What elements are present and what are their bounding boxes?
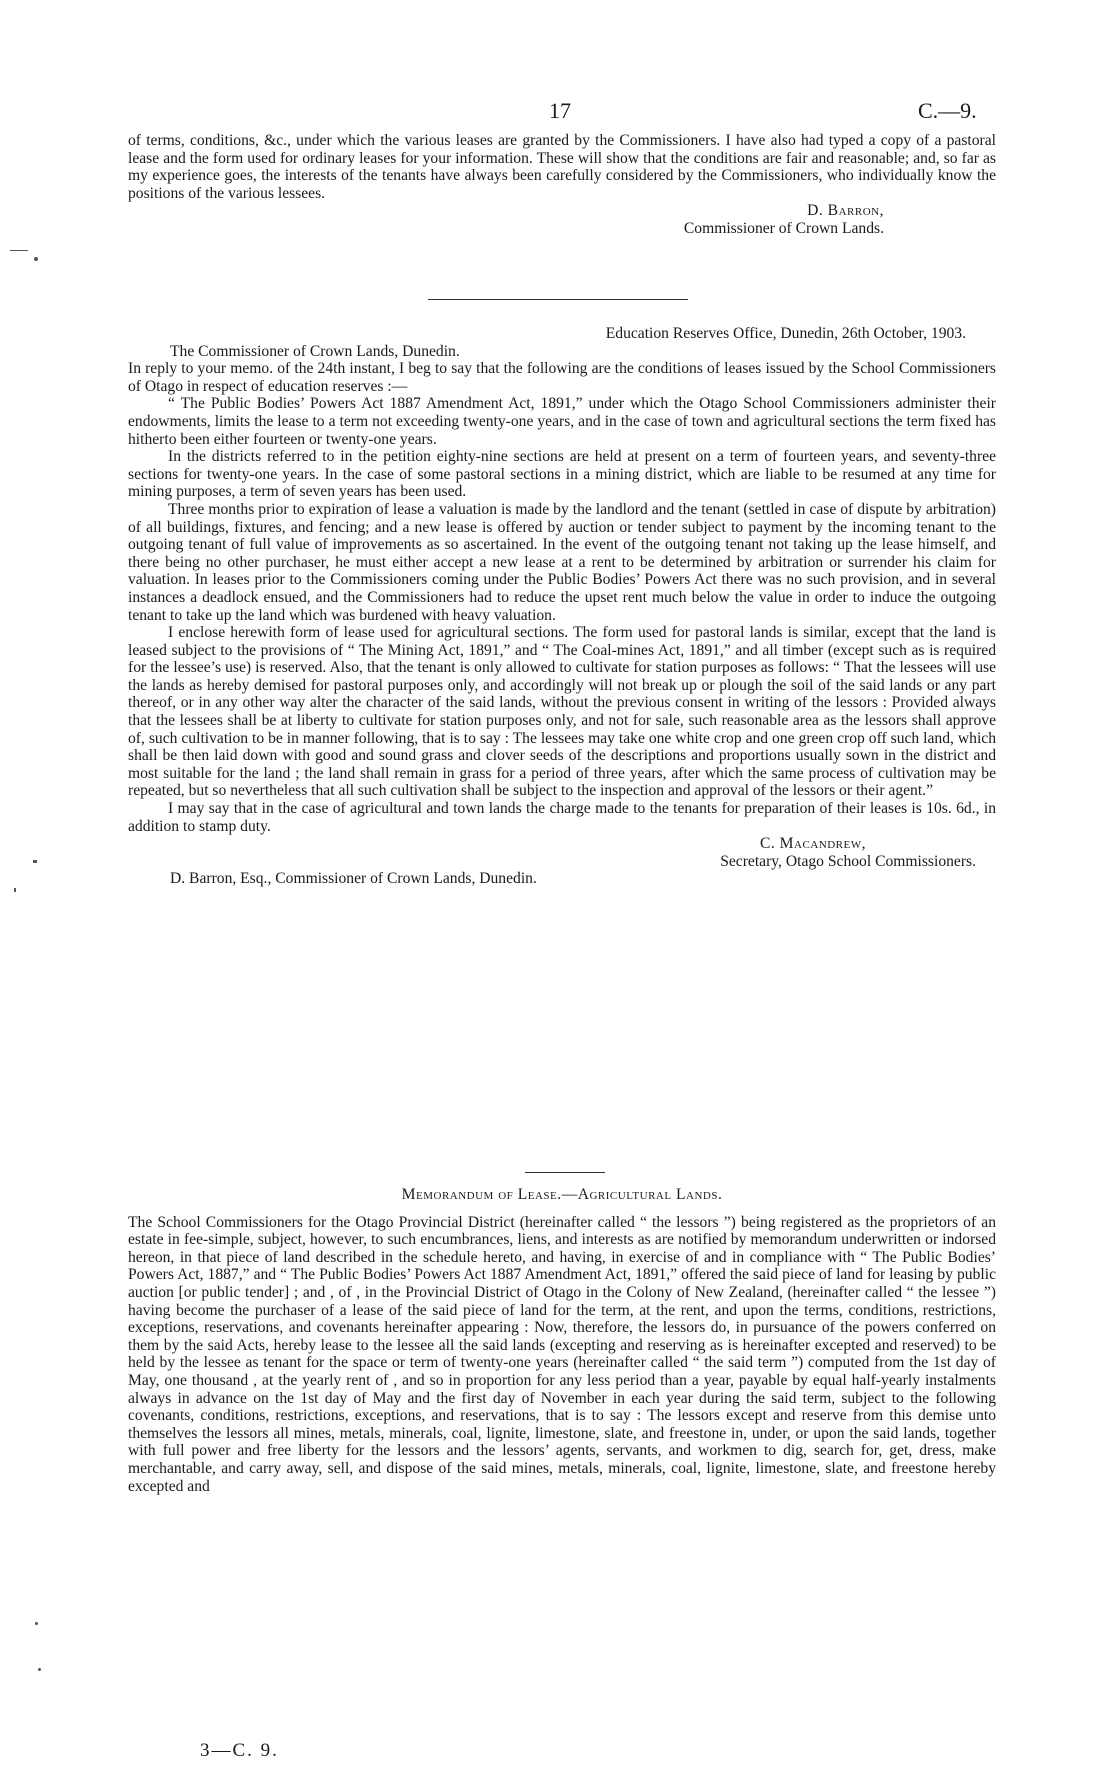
section-divider (428, 299, 688, 300)
letter-paragraph-1: In reply to your memo. of the 24th instant, I beg to say that the following are the conditions of leases issued by the School Commissioners of Otago in respect of education reserves :— (128, 360, 996, 395)
letter-macandrew (128, 325, 996, 888)
letter-paragraph-3: In the districts referred to in the petition eighty-nine sections are held at present on a term of fourteen years, and seventy-three sections for twenty-one years. In the case of some pastoral sections in a mining district, which are liable to be resumed at any time for mining purposes, a term of seven years has been used. (128, 448, 996, 501)
letter-paragraph-5: I enclose herewith form of lease used for agricultural sections. The form used for pastoral lands is similar, except that the land is leased subject to the provisions of “ The Mining Act, 1891,” and “ The Coal-mines Act, 1891,” and all timber (except such as is required for the lessee’s use) is reserved. Also, that the tenant is only allowed to cultivate for station purposes as follows: “ That the lessees will use the lands as hereby demised for pastoral purposes only, and accordingly will not break up or plough the soil of the said lands or any part thereof, or in any other way alter the character of the said lands, without the previous consent in writing of the lessors : Provided always that the lessees shall be at liberty to cultivate for station purposes only, and not for sale, such reasonable area as the lessors shall approve of, such cultivation to be in manner following, that is to say : The lessees may take one white crop and one green crop off such land, which shall be then laid down with good and sound grass and clover seeds of the descriptions and proportions usually sown in the district and most suitable for the land ; the land shall remain in grass for a period of three years, after which the same process of cultivation may be repeated, but so nevertheless that all such cultivation shall be subject to the inspection and approval of the lessors or their agent.” (128, 624, 996, 800)
margin-mark (14, 888, 16, 892)
letter-paragraph-6: I may say that in the case of agricultural and town lands the charge made to the tenants for preparation of their leases is 10s. 6d., in addition to stamp duty. (128, 800, 996, 835)
barron-signature: D. Barron, (807, 202, 884, 220)
memorandum-heading: Memorandum of Lease.—Agricultural Lands. (401, 1186, 723, 1203)
dateline: Education Reserves Office, Dunedin, 26th October, 1903. (605, 325, 966, 342)
margin-mark (38, 1668, 41, 1671)
signature-mark: 3—C. 9. (200, 1740, 279, 1761)
margin-mark (10, 250, 28, 251)
recipient: D. Barron, Esq., Commissioner of Crown Lands, Dunedin. (170, 870, 537, 888)
letter-paragraph-2: “ The Public Bodies’ Powers Act 1887 Amendment Act, 1891,” under which the Otago School Commissioners administer their endowments, limits the lease to a term not exceeding twenty-one years, and in the case of town and agricultural sections the term fixed has hitherto been either fourteen or twenty-one years. (128, 395, 996, 448)
memo-divider (525, 1172, 605, 1173)
memorandum-body: The School Commissioners for the Otago Provincial District (hereinafter called “ the lessors ”) being registered as the proprietors of an estate in fee-simple, subject, however, to such encumbrances, liens, and interests as are notified by memorandum underwritten or indorsed hereon, in that piece of land described in the schedule hereto, and having, in exercise of and in compliance with “ The Public Bodies’ Powers Act, 1887,” and “ The Public Bodies’ Powers Act 1887 Amendment Act, 1891,” offered the said piece of land for leasing by public auction [or public tender] ; and , of , in the Provincial District of Otago in the Colony of New Zealand, (hereinafter called “ the lessee ”) having become the purchaser of a lease of the said piece of land for the term, at the rent, and upon the terms, conditions, restrictions, exceptions, reservations, and covenants hereinafter appearing : Now, therefore, the lessors do, in pursuance of the powers conferred on them by the said Acts, hereby lease to the lessee all the said lands (excepting and reserving as is hereinafter excepted and reserved) to be held by the lessee as tenant for the space or term of twenty-one years (hereinafter called “ the said term ”) computed from the 1st day of May, one thousand , at the yearly rent of , and so in proportion for any less period than a year, payable by equal half-yearly instalments always in advance on the 1st day of May and the first day of November in each year during the said term, subject to the following covenants, conditions, restrictions, exceptions, and reservations, that is to say : The lessors except and reserve from this demise unto themselves the lessors all mines, metals, minerals, coal, lignite, limestone, slate, and freestone in, under, or upon the said lands, together with full power and free liberty for the lessors and the lessors’ agents, servants, and workmen to dig, search for, get, dress, make merchantable, and carry away, sell, and dispose of the said mines, metals, minerals, coal, lignite, limestone, slate, and freestone hereby excepted and (128, 1213, 996, 1495)
margin-mark (35, 1622, 38, 1625)
macandrew-signature: C. Macandrew, (759, 835, 866, 853)
page-number: 17 (549, 98, 571, 123)
document-code: C.—9. (918, 98, 977, 123)
letter-barron (128, 132, 996, 238)
macandrew-title: Secretary, Otago School Commissioners. (720, 852, 976, 870)
barron-title: Commissioner of Crown Lands. (683, 219, 884, 237)
letter-barron-body: of terms, conditions, &c., under which the various leases are granted by the Commissioners. I have also had typed a copy of a pastoral lease and the form used for ordinary leases for your information. These will show that the conditions are fair and reasonable; and, so far as my experience goes, the interests of the tenants have always been carefully considered by the Commissioners, who individually know the positions of the various lessees. (128, 132, 996, 202)
margin-mark (34, 257, 38, 261)
margin-mark (33, 860, 37, 863)
letter-paragraph-4: Three months prior to expiration of lease a valuation is made by the landlord and the tenant (settled in case of dispute by arbitration) of all buildings, fixtures, and fencing; and a new lease is offered by auction or tender subject to payment by the incoming tenant to the outgoing tenant of full value of improvements as so ascertained. In the event of the outgoing tenant not taking up the lease himself, and there being no other purchaser, he must either accept a new lease at a rent to be determined by arbitration or surrender his claim for valuation. In leases prior to the Commissioners coming under the Public Bodies’ Powers Act there was no such provision, and in several instances a deadlock ensued, and the Commissioners had to reduce the upset rent much below the value in order to induce the outgoing tenant to take up the land which was burdened with heavy valuation. (128, 500, 996, 624)
memorandum-of-lease (128, 1186, 996, 1495)
addressee: The Commissioner of Crown Lands, Dunedin. (170, 342, 460, 360)
